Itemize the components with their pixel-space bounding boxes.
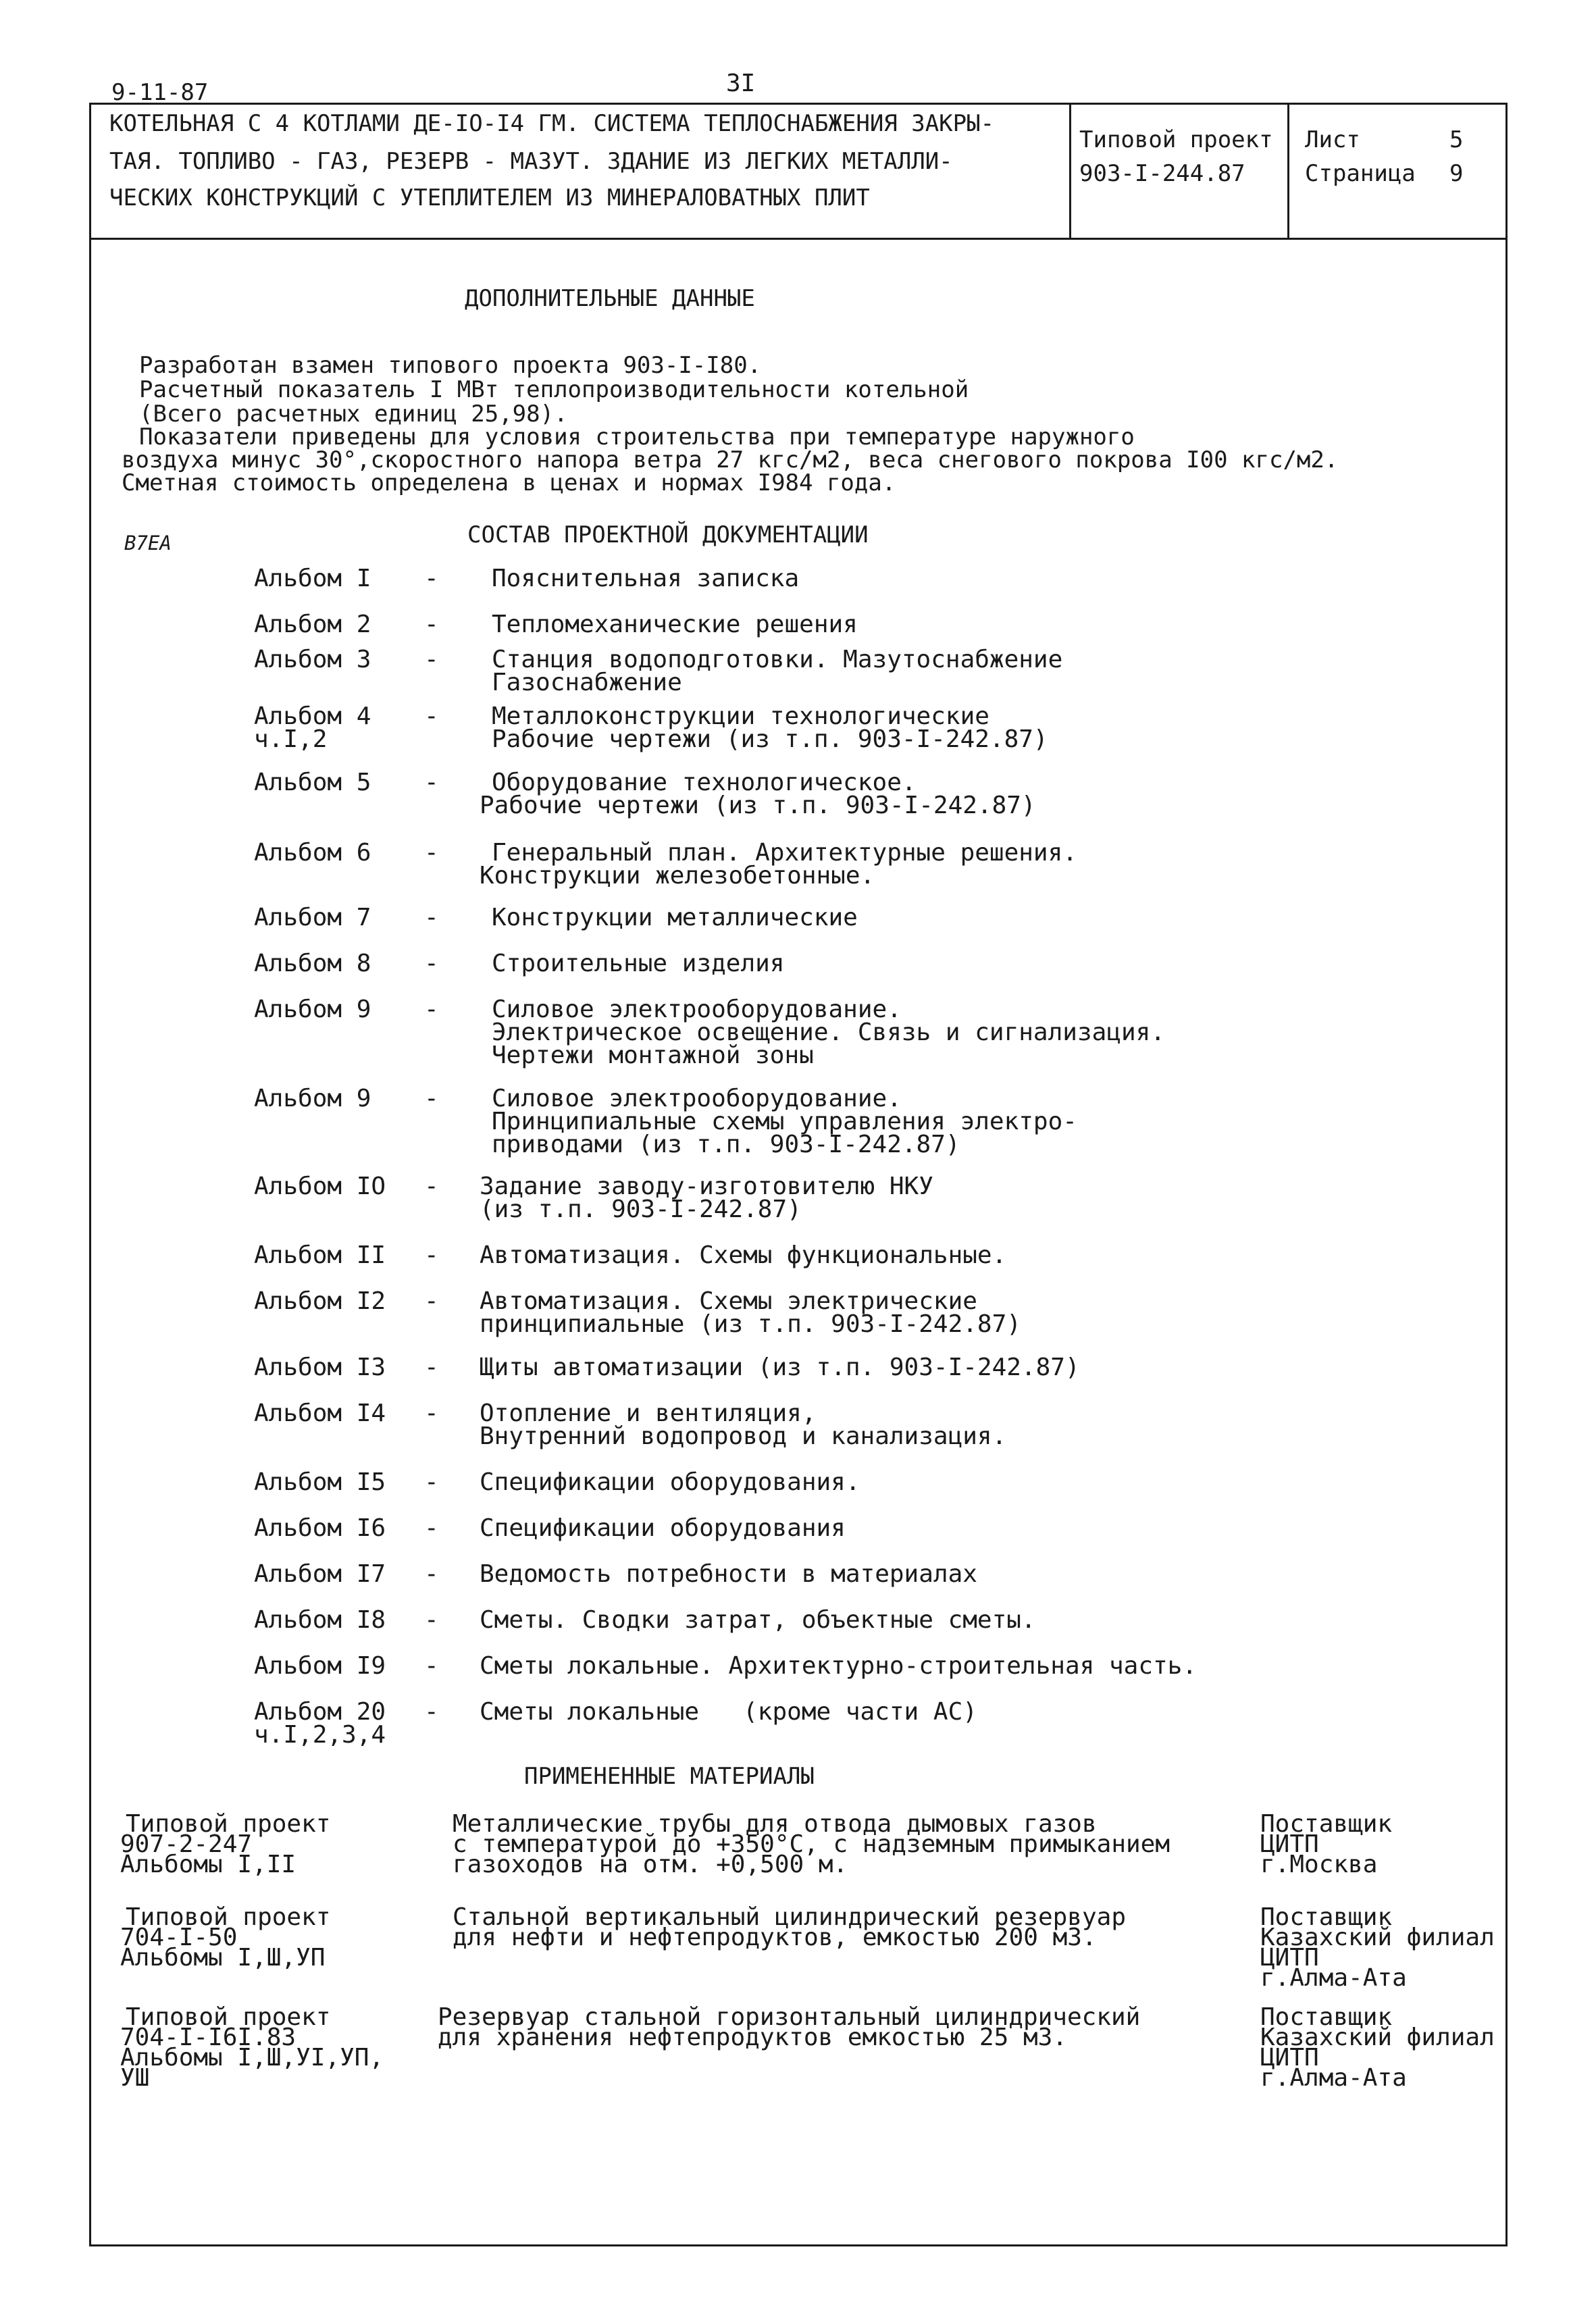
album-description: Щиты автоматизации (из т.п. 903-I-242.87) xyxy=(480,1354,1080,1381)
sheet-value: 5 xyxy=(1449,126,1464,153)
album-description: Задание заводу-изготовителю НКУ xyxy=(480,1173,933,1200)
material-description: для хранения нефтепродуктов емкостью 25 м3. xyxy=(438,2024,1067,2051)
album-dash: - xyxy=(424,996,439,1023)
album-label: Альбом 3 xyxy=(254,646,371,673)
album-label: Альбом I8 xyxy=(254,1606,386,1634)
album-description: Конструкции железобетонные. xyxy=(480,862,875,890)
album-label: Альбом I3 xyxy=(254,1354,386,1381)
title-block-vline-2 xyxy=(1287,103,1289,238)
page-value: 9 xyxy=(1449,160,1464,187)
album-description: приводами (из т.п. 903-I-242.87) xyxy=(492,1131,960,1158)
album-description: Металлоконструкции технологические xyxy=(492,702,989,730)
album-dash: - xyxy=(424,839,439,867)
material-project-ref: 907-2-247 xyxy=(120,1830,253,1858)
album-label: Альбом II xyxy=(254,1241,386,1269)
album-description: Спецификации оборудования xyxy=(480,1514,846,1542)
material-supplier: г.Алма-Ата xyxy=(1260,1964,1407,1992)
album-description: Газоснабжение xyxy=(492,669,682,696)
album-label: Альбом IO xyxy=(254,1173,386,1200)
album-label: Альбом 5 xyxy=(254,769,371,796)
album-description: Внутренний водопровод и канализация. xyxy=(480,1422,1007,1450)
additional-line: Расчетный показатель I МВт теплопроизводительности котельной xyxy=(139,376,969,403)
album-description: Пояснительная записка xyxy=(492,565,800,592)
album-description: Автоматизация. Схемы функциональные. xyxy=(480,1241,1007,1269)
date-code: 9-11-87 xyxy=(111,79,209,106)
album-description: Рабочие чертежи (из т.п. 903-I-242.87) xyxy=(492,725,1048,753)
composition-heading: СОСТАВ ПРОЕКТНОЙ ДОКУМЕНТАЦИИ xyxy=(467,521,869,548)
album-label: Альбом I6 xyxy=(254,1514,386,1542)
album-description: Силовое электрооборудование. xyxy=(492,996,902,1023)
material-supplier: г.Москва xyxy=(1260,1851,1378,1878)
material-supplier: ЦИТП xyxy=(1260,2044,1319,2072)
album-description: Рабочие чертежи (из т.п. 903-I-242.87) xyxy=(480,792,1036,819)
material-description: с температурой до +350°С, с надземным примыканием xyxy=(453,1830,1170,1858)
album-dash: - xyxy=(424,1560,439,1588)
album-description: Генеральный план. Архитектурные решения. xyxy=(492,839,1077,867)
material-description: Стальной вертикальный цилиндрический резервуар xyxy=(453,1903,1126,1931)
album-label: Альбом I5 xyxy=(254,1468,386,1496)
album-dash: - xyxy=(424,904,439,931)
margin-note: B7EA xyxy=(124,532,172,555)
additional-data-heading: ДОПОЛНИТЕЛЬНЫЕ ДАННЫЕ xyxy=(465,285,755,312)
project-label: Типовой проект xyxy=(1079,126,1273,153)
album-description: Оборудование технологическое. xyxy=(492,769,917,796)
album-dash: - xyxy=(424,1173,439,1200)
album-dash: - xyxy=(424,1514,439,1542)
album-label: Альбом 2 xyxy=(254,611,371,638)
album-label: ч.I,2,3,4 xyxy=(254,1721,386,1749)
album-dash: - xyxy=(424,1287,439,1315)
material-description: Металлические трубы для отвода дымовых газов xyxy=(453,1810,1097,1838)
additional-line: воздуха минус 30°,скоростного напора ветра 27 кгс/м2, веса снегового покрова I00 кгс/м2. xyxy=(122,446,1339,473)
album-description: Ведомость потребности в материалах xyxy=(480,1560,977,1588)
album-description: Конструкции металлические xyxy=(492,904,858,931)
album-dash: - xyxy=(424,646,439,673)
material-project-ref: Типовой проект xyxy=(126,1903,331,1931)
album-label: Альбом 7 xyxy=(254,904,371,931)
material-supplier: Поставщик xyxy=(1260,2003,1393,2031)
album-label: Альбом 20 xyxy=(254,1698,386,1726)
album-description: Тепломеханические решения xyxy=(492,611,858,638)
material-supplier: Поставщик xyxy=(1260,1810,1393,1838)
material-project-ref: 704-I-I6I.83 xyxy=(120,2024,297,2051)
additional-line: Показатели приведены для условия строительства при температуре наружного xyxy=(139,423,1135,451)
materials-heading: ПРИМЕНЕННЫЕ МАТЕРИАЛЫ xyxy=(524,1763,815,1790)
material-project-ref: Типовой проект xyxy=(126,1810,331,1838)
material-supplier: г.Алма-Ата xyxy=(1260,2064,1407,2092)
album-description: Сметы локальные (кроме части АС) xyxy=(480,1698,977,1726)
album-description: Сметы локальные. Архитектурно-строительная часть. xyxy=(480,1652,1198,1680)
material-project-ref: Типовой проект xyxy=(126,2003,331,2031)
album-description: Отопление и вентиляция, xyxy=(480,1399,817,1427)
sheet-label: Лист xyxy=(1305,126,1360,153)
album-description: (из т.п. 903-I-242.87) xyxy=(480,1195,802,1223)
album-dash: - xyxy=(424,1354,439,1381)
album-dash: - xyxy=(424,769,439,796)
material-supplier: Казахский филиал xyxy=(1260,2024,1495,2051)
project-number: 903-I-244.87 xyxy=(1079,160,1245,187)
album-dash: - xyxy=(424,1241,439,1269)
additional-line: (Всего расчетных единиц 25,98). xyxy=(139,401,568,428)
album-dash: - xyxy=(424,1606,439,1634)
additional-line: Сметная стоимость определена в ценах и нормах I984 года. xyxy=(122,469,896,496)
album-label: Альбом I7 xyxy=(254,1560,386,1588)
material-supplier: Поставщик xyxy=(1260,1903,1393,1931)
album-description: Принципиальные схемы управления электро- xyxy=(492,1108,1077,1135)
material-project-ref: Альбомы I,Ш,УП xyxy=(120,1944,326,1972)
title-description-line-1: КОТЕЛЬНАЯ С 4 КОТЛАМИ ДЕ-IO-I4 ГМ. СИСТЕМА ТЕПЛОСНАБЖЕНИЯ ЗАКРЫ- xyxy=(109,110,995,137)
album-label: Альбом 9 xyxy=(254,996,371,1023)
material-description: для нефти и нефтепродуктов, емкостью 200 м3. xyxy=(453,1924,1097,1951)
title-block-vline-1 xyxy=(1069,103,1071,238)
album-label: ч.I,2 xyxy=(254,725,328,753)
material-description: Резервуар стальной горизонтальный цилиндрический xyxy=(438,2003,1141,2031)
album-description: Спецификации оборудования. xyxy=(480,1468,860,1496)
album-description: Сметы. Сводки затрат, объектные сметы. xyxy=(480,1606,1036,1634)
album-label: Альбом 4 xyxy=(254,702,371,730)
album-label: Альбом 8 xyxy=(254,950,371,977)
album-dash: - xyxy=(424,1399,439,1427)
album-dash: - xyxy=(424,1652,439,1680)
material-project-ref: Альбомы I,Ш,УI,УП, xyxy=(120,2044,384,2072)
album-description: Силовое электрооборудование. xyxy=(492,1085,902,1112)
additional-line: Разработан взамен типового проекта 903-I-I80. xyxy=(139,352,762,379)
album-dash: - xyxy=(424,702,439,730)
album-dash: - xyxy=(424,1085,439,1112)
album-label: Альбом I xyxy=(254,565,371,592)
material-supplier: Казахский филиал xyxy=(1260,1924,1495,1951)
page-number: 3I xyxy=(726,70,756,97)
album-label: Альбом I2 xyxy=(254,1287,386,1315)
title-description-line-2: ТАЯ. ТОПЛИВО - ГАЗ, РЕЗЕРВ - МАЗУТ. ЗДАНИЕ ИЗ ЛЕГКИХ МЕТАЛЛИ- xyxy=(109,148,953,175)
album-description: принципиальные (из т.п. 903-I-242.87) xyxy=(480,1310,1021,1338)
album-description: Строительные изделия xyxy=(492,950,785,977)
material-project-ref: УШ xyxy=(120,2064,150,2092)
title-description-line-3: ЧЕСКИХ КОНСТРУКЦИЙ С УТЕПЛИТЕЛЕМ ИЗ МИНЕРАЛОВАТНЫХ ПЛИТ xyxy=(109,184,870,211)
album-label: Альбом 9 xyxy=(254,1085,371,1112)
album-description: Чертежи монтажной зоны xyxy=(492,1042,814,1069)
album-dash: - xyxy=(424,1468,439,1496)
title-block-divider xyxy=(89,238,1508,240)
album-description: Станция водоподготовки. Мазутоснабжение xyxy=(492,646,1063,673)
album-label: Альбом I4 xyxy=(254,1399,386,1427)
material-supplier: ЦИТП xyxy=(1260,1830,1319,1858)
album-dash: - xyxy=(424,611,439,638)
material-project-ref: Альбомы I,II xyxy=(120,1851,297,1878)
album-description: Автоматизация. Схемы электрические xyxy=(480,1287,977,1315)
album-label: Альбом I9 xyxy=(254,1652,386,1680)
album-label: Альбом 6 xyxy=(254,839,371,867)
album-dash: - xyxy=(424,1698,439,1726)
album-dash: - xyxy=(424,950,439,977)
album-dash: - xyxy=(424,565,439,592)
material-description: газоходов на отм. +0,500 м. xyxy=(453,1851,848,1878)
material-project-ref: 704-I-50 xyxy=(120,1924,238,1951)
album-description: Электрическое освещение. Связь и сигнализация. xyxy=(492,1019,1165,1046)
material-supplier: ЦИТП xyxy=(1260,1944,1319,1972)
page-label: Страница xyxy=(1305,160,1416,187)
